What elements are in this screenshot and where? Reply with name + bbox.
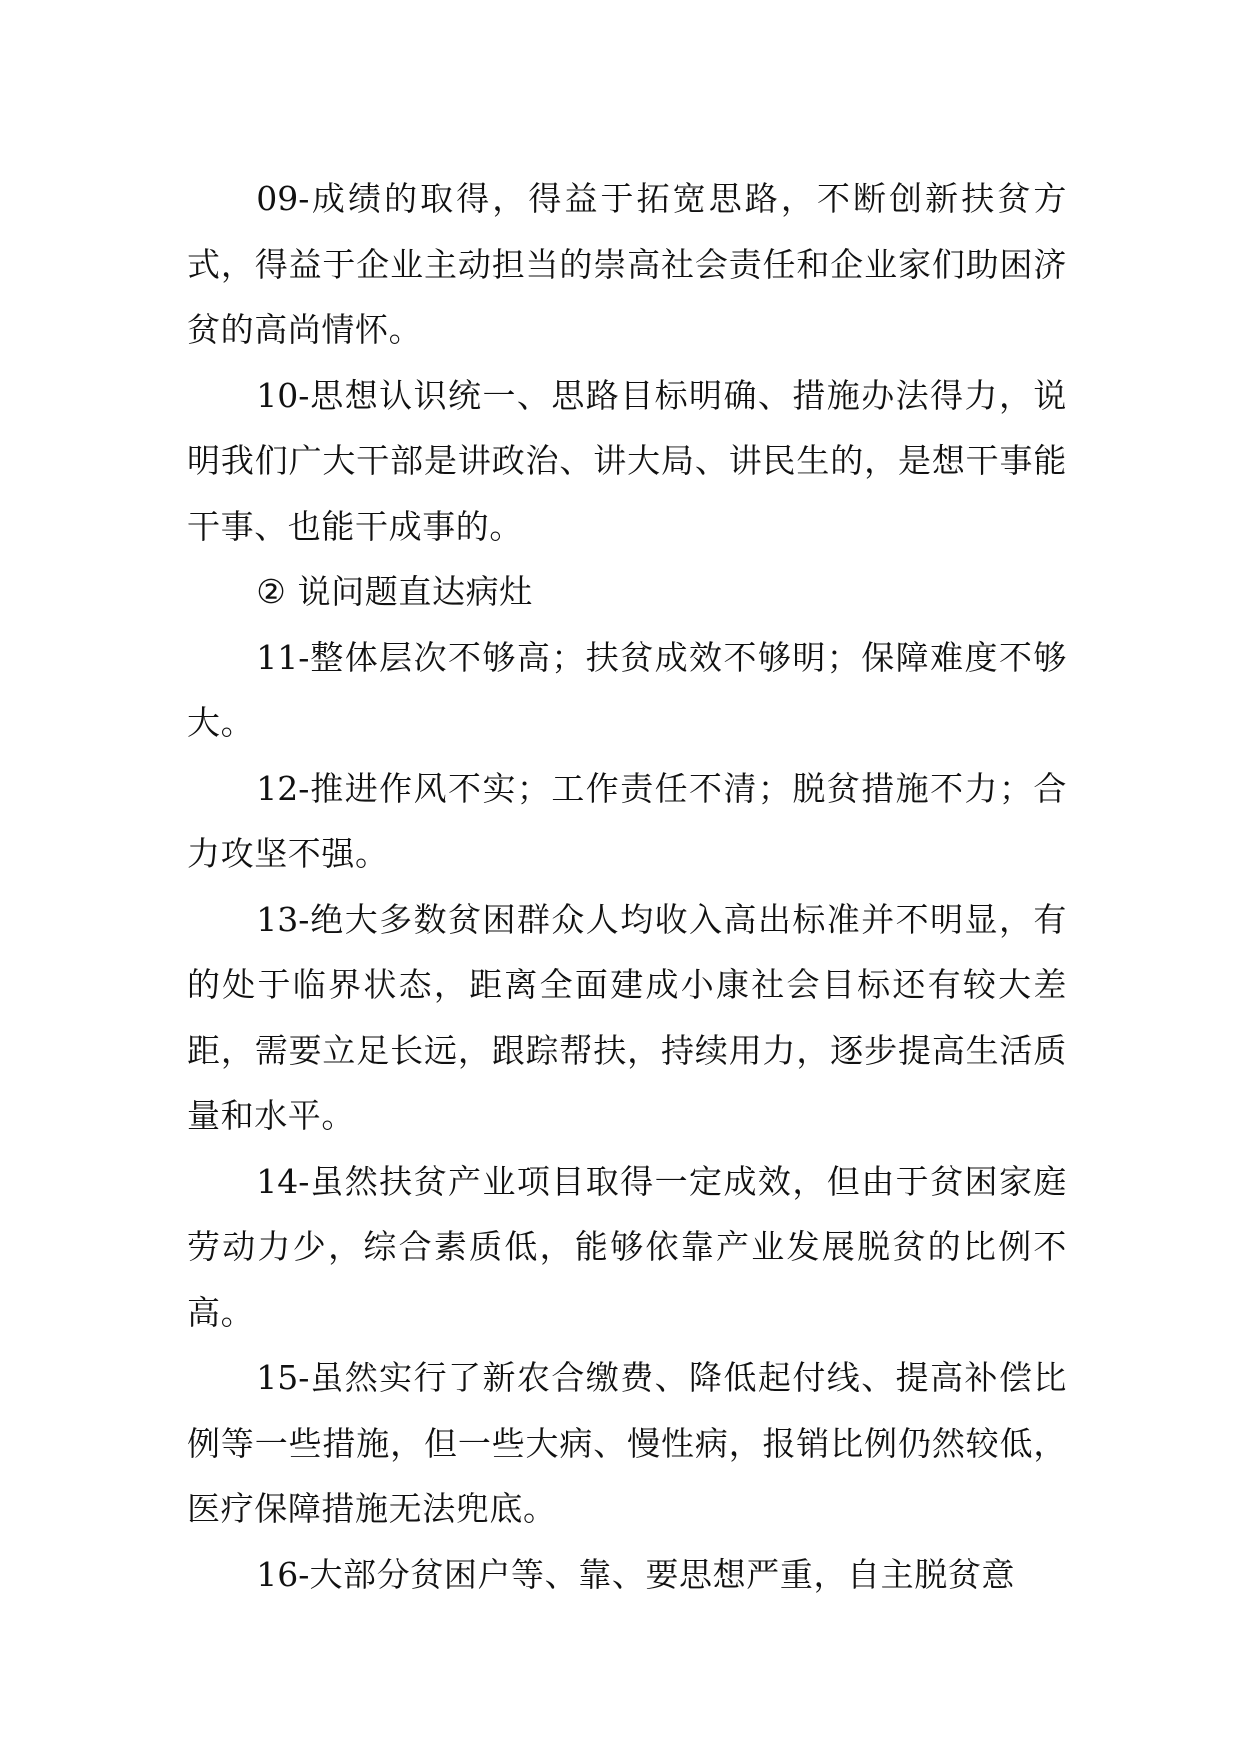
paragraph-number: 16- bbox=[256, 1554, 310, 1594]
paragraph-text: 虽然扶贫产业项目取得一定成效，但由于贫困家庭劳动力少，综合素质低，能够依靠产业发展脱贫的比例不高。 bbox=[187, 1161, 1067, 1332]
paragraph-11 bbox=[187, 625, 1067, 756]
body-text bbox=[187, 166, 1067, 1607]
paragraph-13 bbox=[187, 887, 1067, 1149]
section-heading bbox=[187, 559, 1067, 625]
section-heading-text: ② 说问题直达病灶 bbox=[256, 572, 533, 611]
paragraph-text: 思想认识统一、思路目标明确、措施办法得力，说明我们广大干部是讲政治、讲大局、讲民生的，是想干事能干事、也能干成事的。 bbox=[187, 375, 1067, 546]
paragraph-number: 15- bbox=[256, 1358, 310, 1397]
paragraph-text: 推进作风不实；工作责任不清；脱贫措施不力；合力攻坚不强。 bbox=[187, 768, 1067, 873]
paragraph-text: 整体层次不够高；扶贫成效不够明；保障难度不够大。 bbox=[187, 637, 1067, 742]
paragraph-number: 09- bbox=[256, 179, 310, 218]
paragraph-text: 绝大多数贫困群众人均收入高出标准并不明显，有的处于临界状态，距离全面建成小康社会目标还有较大差距，需要立足长远，跟踪帮扶，持续用力，逐步提高生活质量和水平。 bbox=[187, 899, 1067, 1135]
paragraph-text: 大部分贫困户等、靠、要思想严重，自主脱贫意 bbox=[309, 1554, 1016, 1594]
paragraph-number: 14- bbox=[256, 1161, 310, 1201]
paragraph-09 bbox=[187, 166, 1067, 363]
paragraph-number: 13- bbox=[256, 899, 310, 939]
paragraph-16 bbox=[187, 1542, 1067, 1608]
paragraph-14 bbox=[187, 1149, 1067, 1346]
paragraph-12 bbox=[187, 756, 1067, 887]
paragraph-10 bbox=[187, 363, 1067, 560]
paragraph-text: 成绩的取得，得益于拓宽思路，不断创新扶贫方式，得益于企业主动担当的崇高社会责任和企业家们助困济贫的高尚情怀。 bbox=[187, 179, 1067, 349]
paragraph-15 bbox=[187, 1345, 1067, 1542]
paragraph-text: 虽然实行了新农合缴费、降低起付线、提高补偿比例等一些措施，但一些大病、慢性病，报销比例仍然较低，医疗保障措施无法兜底。 bbox=[187, 1358, 1067, 1528]
paragraph-number: 11- bbox=[256, 637, 310, 677]
paragraph-number: 12- bbox=[256, 768, 310, 808]
paragraph-number: 10- bbox=[256, 375, 310, 415]
